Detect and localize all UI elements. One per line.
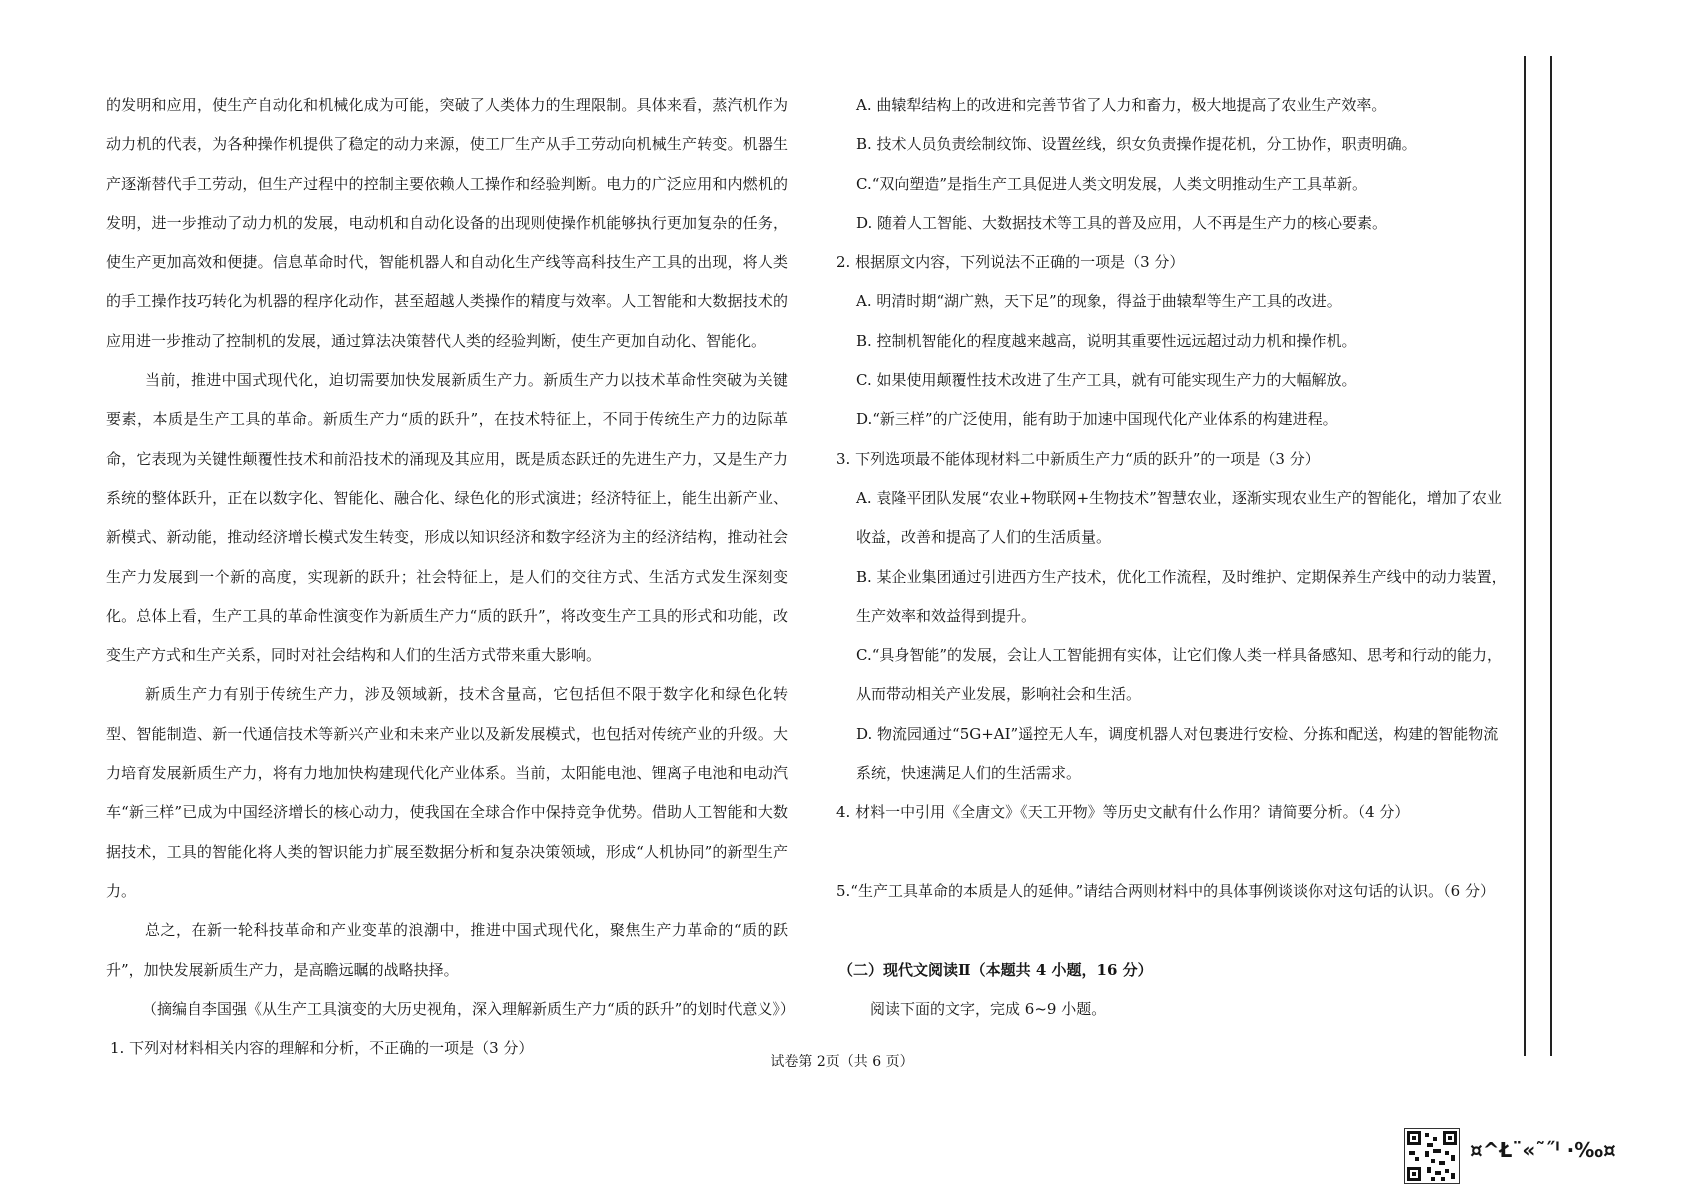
- section-intro: 阅读下面的文字，完成 6~9 小题。: [870, 999, 1107, 1018]
- right-column: [832, 86, 1512, 1029]
- question-3: 3. 下列选项最不能体现材料二中新质生产力“质的跃升”的一项是（3 分）: [836, 449, 1320, 468]
- paragraph-1: 的发明和应用，使生产自动化和机械化成为可能，突破了人类体力的生理限制。具体来看，蒸汽机作为动力机的代表，为各种操作机提供了稳定的动力来源，使工厂生产从手工劳动向机械生产转变。机器生产逐渐替代手工劳动，但生产过程中的控制主要依赖人工操作和经验判断。电力的广泛应用和内燃机的发明，进一步推动了动力机的发展，电动机和自动化设备的出现则使操作机能够执行更加复杂的任务，使生产更加高效和便捷。信息革命时代，智能机器人和自动化生产线等高科技生产工具的出现，将人类的手工操作技巧转化为机器的程序化动作，甚至超越人类操作的精度与效率。人工智能和大数据技术的应用进一步推动了控制机的发展，通过算法决策替代人类的经验判断，使生产更加自动化、智能化。: [106, 96, 788, 350]
- q2-option-b: B. 控制机智能化的程度越来越高，说明其重要性远远超过动力机和操作机。: [856, 331, 1357, 350]
- binding-line-inner: [1524, 56, 1526, 1056]
- qr-caption: ¤^Ł¨«˜˝ˡ ·‰¤: [1470, 1138, 1616, 1162]
- q2-option-c: C. 如果使用颠覆性技术改进了生产工具，就有可能实现生产力的大幅解放。: [856, 371, 1357, 390]
- q3-option-d: D. 物流园通过“5G+AI”遥控无人车，调度机器人对包裹进行安检、分拣和配送，构建的智能物流系统，快速满足人们的生活需求。: [856, 724, 1499, 783]
- question-4: 4. 材料一中引用《全唐文》《天工开物》等历史文献有什么作用？请简要分析。（4 分）: [836, 803, 1410, 822]
- page-footer: 试卷第 2页（共 6 页）: [770, 1054, 914, 1070]
- q3-option-c: C.“具身智能”的发展，会让人工智能拥有实体，让它们像人类一样具备感知、思考和行动的能力，从而带动相关产业发展，影响社会和生活。: [856, 646, 1503, 704]
- answer-space: [832, 833, 1512, 872]
- question-5: 5.“生产工具革命的本质是人的延伸。”请结合两则材料中的具体事例谈谈你对这句话的认识。（6 分）: [836, 881, 1495, 900]
- paragraph-4: 总之，在新一轮科技革命和产业变革的浪潮中，推进中国式现代化，聚焦生产力革命的“质的跃升”，加快发展新质生产力，是高瞻远瞩的战略抉择。: [106, 921, 788, 979]
- q1-option-d: D. 随着人工智能、大数据技术等工具的普及应用，人不再是生产力的核心要素。: [856, 213, 1388, 232]
- q3-option-a: A. 袁隆平团队发展“农业+物联网+生物技术”智慧农业，逐渐实现农业生产的智能化，增加了农业收益，改善和提高了人们的生活质量。: [856, 488, 1502, 547]
- q1-option-a: A. 曲辕犁结构上的改进和完善节省了人力和畜力，极大地提高了农业生产效率。: [856, 96, 1387, 114]
- paragraph-2: 当前，推进中国式现代化，迫切需要加快发展新质生产力。新质生产力以技术革命性突破为关键要素，本质是生产工具的革命。新质生产力“质的跃升”，在技术特征上，不同于传统生产力的边际革命，它表现为关键性颠覆性技术和前沿技术的涌现及其应用，既是质态跃迁的先进生产力，又是生产力系统的整体跃升，正在以数字化、智能化、融合化、绿色化的形式演进；经济特征上，能生出新产业、新模式、新动能，推动经济增长模式发生转变，形成以知识经济和数字经济为主的经济结构，推动社会生产力发展到一个新的高度，实现新的跃升；社会特征上，是人们的交往方式、生活方式发生深刻变化。总体上看，生产工具的革命性演变作为新质生产力“质的跃升”，将改变生产工具的形式和功能，改变生产方式和生产关系，同时对社会结构和人们的生活方式带来重大影响。: [106, 371, 788, 665]
- question-1: 1. 下列对材料相关内容的理解和分析，不正确的一项是（3 分）: [110, 1039, 534, 1058]
- q2-option-a: A. 明清时期“湖广熟，天下足”的现象，得益于曲辕犁等生产工具的改进。: [856, 292, 1342, 311]
- qr-code-icon: [1404, 1128, 1460, 1184]
- q1-option-b: B. 技术人员负责绘制纹饰、设置丝线，织女负责操作提花机，分工协作，职责明确。: [856, 135, 1417, 154]
- binding-line-outer: [1550, 56, 1552, 1056]
- left-column: [106, 86, 795, 1068]
- answer-space: [832, 911, 1512, 950]
- q1-option-c: C.“双向塑造”是指生产工具促进人类文明发展，人类文明推动生产工具革新。: [856, 174, 1368, 193]
- paragraph-3: 新质生产力有别于传统生产力，涉及领域新，技术含量高，它包括但不限于数字化和绿色化转型、智能制造、新一代通信技术等新兴产业和未来产业以及新发展模式，也包括对传统产业的升级。大力培育发展新质生产力，将有力地加快构建现代化产业体系。当前，太阳能电池、锂离子电池和电动汽车“新三样”已成为中国经济增长的核心动力，使我国在全球合作中保持竞争优势。借助人工智能和大数据技术，工具的智能化将人类的智识能力扩展至数据分析和复杂决策领域，形成“人机协同”的新型生产力。: [106, 685, 788, 900]
- q3-option-b: B. 某企业集团通过引进西方生产技术，优化工作流程，及时维护、定期保养生产线中的动力装置，生产效率和效益得到提升。: [856, 567, 1507, 625]
- source-citation: （摘编自李国强《从生产工具演变的大历史视角，深入理解新质生产力“质的跃升”的划时代意义》）: [142, 999, 795, 1018]
- section-title: （二）现代文阅读Ⅱ（本题共 4 小题，16 分）: [838, 960, 1153, 979]
- question-2: 2. 根据原文内容，下列说法不正确的一项是（3 分）: [836, 253, 1185, 272]
- q2-option-d: D.“新三样”的广泛使用，能有助于加速中国现代化产业体系的构建进程。: [856, 410, 1338, 429]
